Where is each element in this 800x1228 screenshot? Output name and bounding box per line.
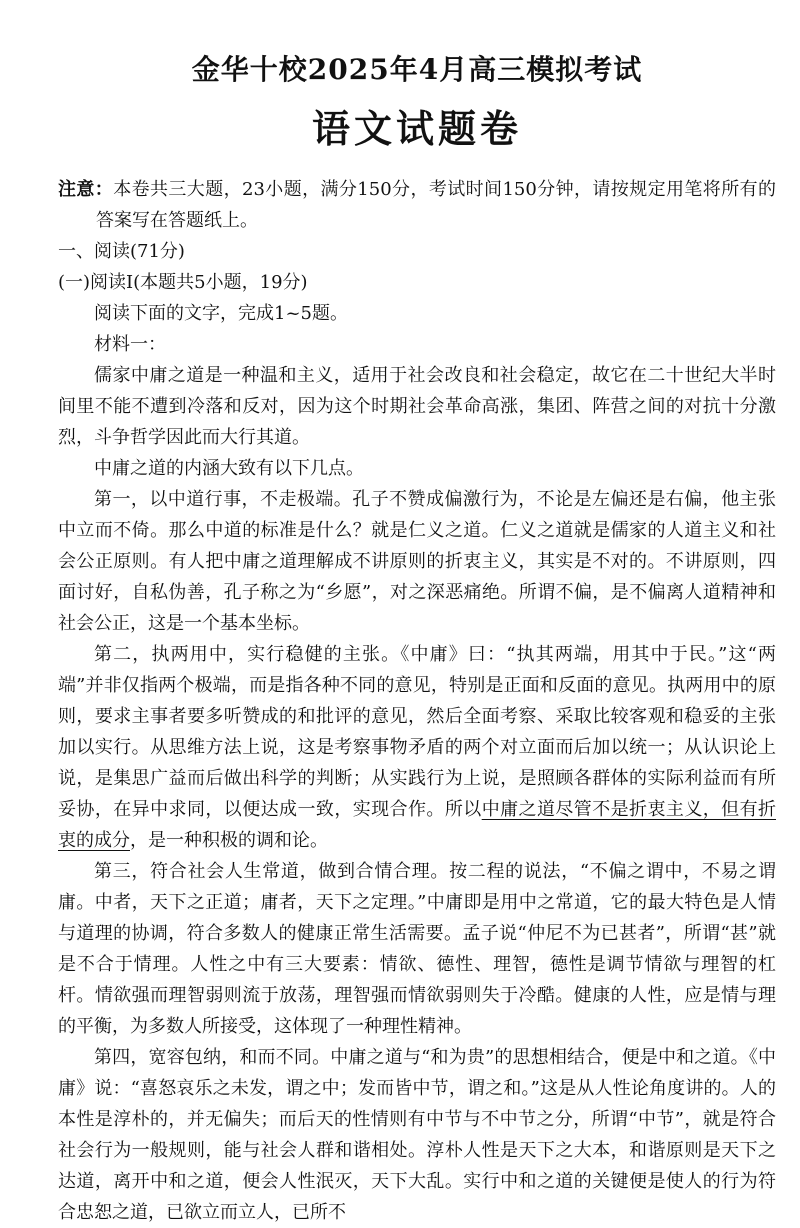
paragraph-6: 第四，宽容包纳，和而不同。中庸之道与“和为贵”的思想相结合，便是中和之道。《中庸》说：“喜怒哀乐之未发，谓之中；发而皆中节，谓之和。”这是从人性论角度讲的。人的本性是淳朴的，并无偏失；而后天的性情则有中节与不中节之分，所谓“中节”，就是符合社会行为一般规则，能与社会人群和谐相处。淳朴人性是天下之大本，和谐原则是天下之达道，离开中和之道，便会人性泯灭，天下大乱。实行中和之道的关键便是使人的行为符合忠恕之道，已欲立而立人，已所不	[58, 1047, 776, 1223]
paragraph-4	[58, 639, 776, 856]
paragraph-2: 中庸之道的内涵大致有以下几点。	[94, 458, 364, 479]
notice-label: 注意：	[58, 179, 114, 200]
instruction: 阅读下面的文字，完成1~5题。	[94, 303, 348, 324]
paper-subtitle: 语文试题卷	[311, 106, 522, 151]
paragraph-5: 第三，符合社会人生常道，做到合情合理。按二程的说法，“不偏之谓中，不易之谓庸。中者，天下之正道；庸者，天下之定理。”中庸即是用中之常道，它的最大特色是人情与道理的协调，符合多数人的健康正常生活需要。孟子说“仲尼不为已甚者”，所谓“甚”就是不合于情理。人性之中有三大要素：情欲、德性、理智，德性是调节情欲与理智的杠杆。情欲强而理智弱则流于放荡，理智强而情欲弱则失于冷酷。健康的人性，应是情与理的平衡，为多数人所接受，这体现了一种理性精神。	[58, 861, 776, 1037]
notice-text: 本卷共三大题，23小题，满分150分，考试时间150分钟，请按规定用笔将所有的答案写在答题纸上。	[96, 179, 776, 231]
exam-body	[58, 174, 776, 1228]
underlined-sentence: 中庸之道尽管不是折衷主义，但有折衷的成分	[58, 799, 777, 851]
paragraph-4-text-a: 第二，执两用中，实行稳健的主张。《中庸》曰：“执其两端，用其中于民。”这“两端”并非仅指两个极端，而是指各种不同的意见，特别是正面和反面的意见。执两用中的原则，要求主事者要多听赞成的和批评的意见，然后全面考察、采取比较客观和稳妥的主张加以实行。从思维方法上说，这是考察事物矛盾的两个对立面而后加以统一；从认识论上说，是集思广益而后做出科学的判断；从实践行为上说，是照顾各群体的实际利益而有所妥协，在异中求同，以便达成一致，实现合作。所以	[58, 644, 776, 820]
notice	[58, 174, 776, 236]
paragraph-3: 第一，以中道行事，不走极端。孔子不赞成偏激行为，不论是左偏还是右偏，他主张中立而不倚。那么中道的标准是什么？就是仁义之道。仁义之道就是儒家的人道主义和社会公正原则。有人把中庸之道理解成不讲原则的折衷主义，其实是不对的。不讲原则，四面讨好，自私伪善，孔子称之为“乡愿”，对之深恶痛绝。所谓不偏，是不偏离人道精神和社会公正，这是一个基本坐标。	[58, 489, 776, 634]
material-label: 材料一：	[94, 334, 166, 355]
paragraph-4-text-b: ，是一种积极的调和论。	[130, 830, 328, 851]
part-heading: (一)阅读Ⅰ(本题共5小题，19分)	[58, 272, 308, 293]
section-heading: 一、阅读(71分)	[58, 241, 185, 262]
paragraph-1: 儒家中庸之道是一种温和主义，适用于社会改良和社会稳定，故它在二十世纪大半时间里不能不遭到冷落和反对，因为这个时期社会革命高涨，集团、阵营之间的对抗十分激烈，斗争哲学因此而大行其道。	[58, 365, 776, 448]
exam-title: 金华十校2025年4月高三模拟考试	[191, 53, 643, 86]
